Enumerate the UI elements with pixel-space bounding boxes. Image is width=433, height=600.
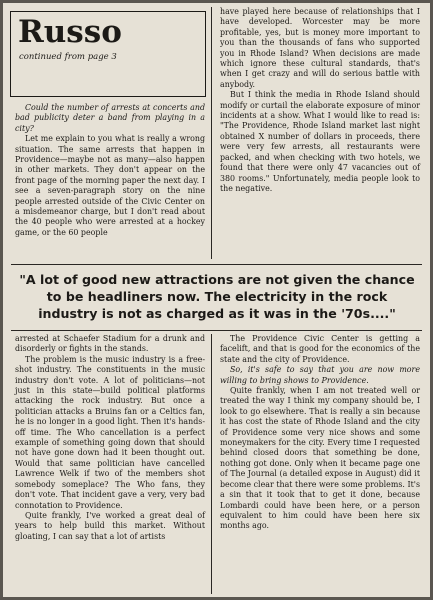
interview-answer: Let me explain to you what is really a wrong situation. The same arrests that happen in Providence—maybe not as many—also happen in other markets. They don't appear on the front page of the morning paper the next day. I see a seven-paragraph story on the nine people arrested outside of the Civic Center on a misdemeanor charge, but I don't read about the 40 people who were arrested at a hockey game, or the 60 people [15,134,205,237]
column-divider-top [211,7,212,259]
magazine-page [3,3,430,597]
bottom-right-column [220,334,420,532]
bottom-left-column [15,334,205,542]
paragraph: The problem is the music industry is a free-shot industry. The constituents in the music industry don't vote. A lot of politicians—not just in this state—build political platforms attacking the rock industry. But once a politician attacks a Bruins fan or a Celtics fan, he is no longer in a good light. Then it's hands-off time. The Who cancellation is a perfect example of something going down that should not have gone down had it been thought out. Would that same politician have cancelled Lawrence Welk if two of the members shot somebody someplace? The Who fans, they don't vote. That incident gave a very, very bad connotation to Providence. [15,354,205,510]
pull-quote-rule-top [11,264,422,265]
interview-question: Could the number of arrests at concerts and bad publicity deter a band from playing in a city? [15,103,205,133]
top-left-column [15,103,205,238]
paragraph: Quite frankly, when I am not treated well or treated the way I think my company should be, I look to go elsewhere. That is really a sin because it has cost the state of Rhode Island and the city of Providence some very nice shows and some moneymakers for the city. Every time I requested behind closed doors that something be done, nothing got done. Only when it became page one of The Journal (a detailed expose in August) did it become clear that there were some problems. It's a sin that it took that to get it done, because Lombardi could have been here, or a person equivalent to him could have been here six months ago. [220,386,420,531]
paragraph: arrested at Schaefer Stadium for a drunk and disorderly or fights in the stands. [15,334,205,354]
pull-quote: "A lot of good new attractions are not given the chance to be headliners now. The electricity in the rock industry is not as charged as it was in the '70s...." [19,272,415,321]
paragraph: have played here because of relationships that I have developed. Worcester may be more profitable, yes, but is money more important to you than the thousands of fans who supported you in Rhode Island? When decisions are made which ignore these cultural standards, that's when I get crazy and will do serious battle with anybody. [220,7,420,89]
interview-question: So, it's safe to say that you are now more willing to bring shows to Providence. [220,365,420,385]
title-box [10,11,206,97]
paragraph: Quite frankly, I've worked a great deal of years to help build this market. Without gloating, I can say that a lot of artists [15,510,205,541]
top-right-column [220,7,420,194]
article-title: Russo [18,14,122,50]
column-divider-bottom [211,334,212,594]
continued-note: continued from page 3 [19,52,117,62]
paragraph: But I think the media in Rhode Island should modify or curtail the elaborate exposure of minor incidents at a show. What I would like to read is: "The Providence, Rhode Island market last night obtained X number of dollars in proceeds, there were very few arrests, all restaurants were packed, and when checking with two hotels, we found that there were only 47 vacancies out of 380 rooms." Unfortunately, media people look to the negative. [220,90,420,193]
pull-quote-rule-bottom [11,330,422,331]
paragraph: The Providence Civic Center is getting a facelift, and that is good for the economics of the state and the city of Providence. [220,334,420,364]
